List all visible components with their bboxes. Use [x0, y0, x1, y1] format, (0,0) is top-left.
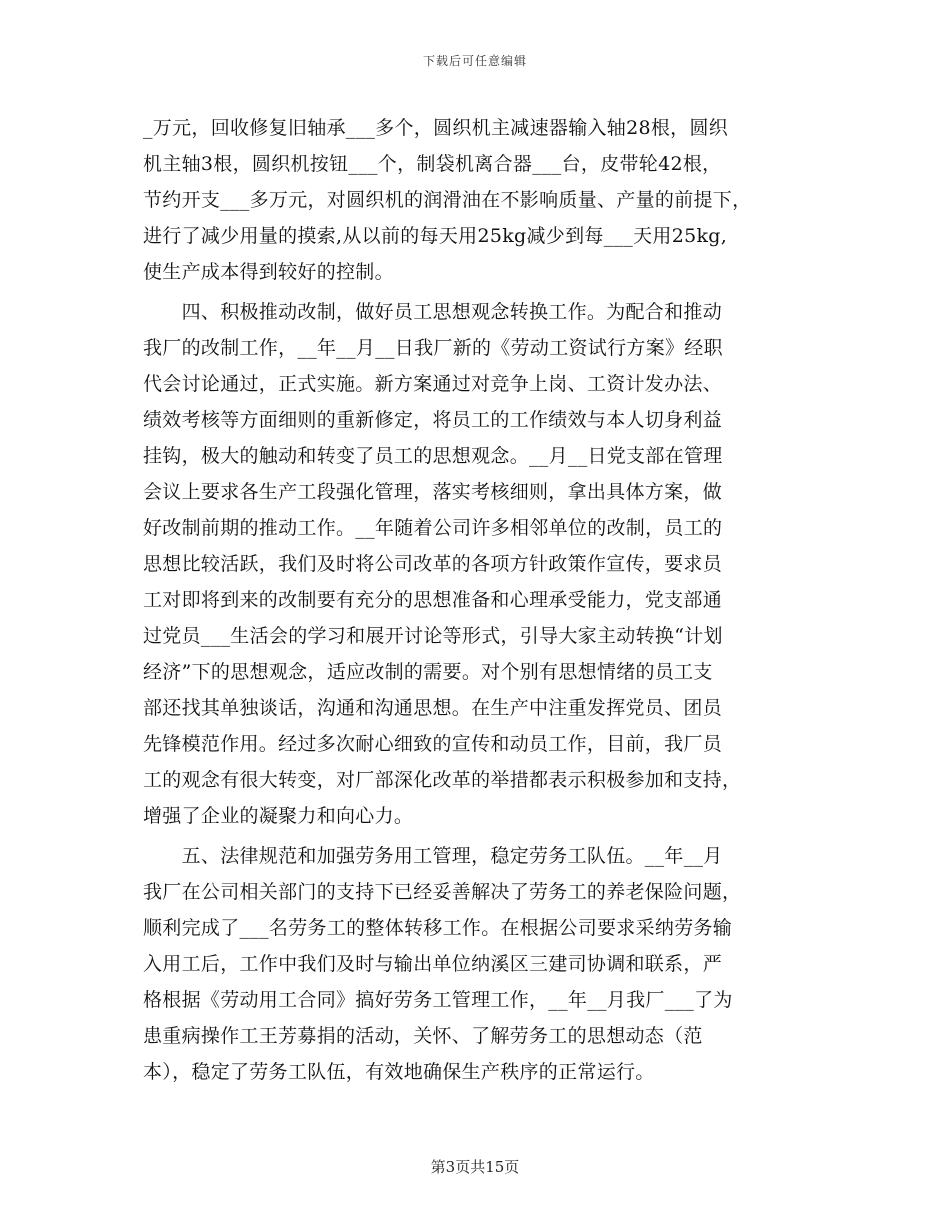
text-line: 挂钩，极大的触动和转变了员工的思想观念。__月__日党支部在管理: [143, 445, 723, 467]
text-line: 入用工后，工作中我们及时与输出单位纳溪区三建司协调和联系，严: [143, 953, 723, 975]
text-line: 使生产成本得到较好的控制。: [143, 261, 394, 283]
text-line: 先锋模范作用。经过多次耐心细致的宣传和动员工作，目前，我厂员: [143, 733, 723, 755]
text-line: 我厂在公司相关部门的支持下已经妥善解决了劳务工的养老保险问题，: [143, 881, 742, 903]
text-line: 会议上要求各生产工段强化管理，落实考核细则，拿出具体方案，做: [143, 481, 723, 503]
page-header-note: 下载后可任意编辑: [422, 54, 527, 68]
text-line: 好改制前期的推动工作。__年随着公司许多相邻单位的改制，员工的: [143, 517, 723, 539]
text-line: 五、法律规范和加强劳务用工管理，稳定劳务工队伍。__年__月: [143, 845, 723, 867]
text-line: 顺利完成了___名劳务工的整体转移工作。在根据公司要求采纳劳务输: [143, 917, 733, 939]
text-line: 经济”下的思想观念，适应改制的需要。对个别有思想情绪的员工支: [143, 661, 713, 683]
text-line: _万元，回收修复旧轴承___多个，圆织机主减速器输入轴28根，圆织: [143, 117, 729, 139]
text-line: 绩效考核等方面细则的重新修定，将员工的工作绩效与本人切身利益: [143, 409, 723, 431]
text-line: 代会讨论通过，正式实施。新方案通过对竞争上岗、工资计发办法、: [143, 373, 723, 395]
text-line: 本），稳定了劳务工队伍，有效地确保生产秩序的正常运行。: [143, 1061, 655, 1083]
text-line: 格根据《劳动用工合同》搞好劳务工管理工作，__年__月我厂___了为: [143, 989, 733, 1011]
text-line: 四、积极推动改制，做好员工思想观念转换工作。为配合和推动: [143, 301, 723, 323]
text-line: 过党员___生活会的学习和展开讨论等形式，引导大家主动转换“计划: [143, 625, 723, 647]
text-line: 进行了减少用量的摸索,从以前的每天用25kg减少到每___天用25kg,: [143, 225, 728, 247]
text-line: 患重病操作工王芳募捐的活动，关怀、了解劳务工的思想动态（范: [143, 1025, 703, 1047]
text-line: 我厂的改制工作，__年__月__日我厂新的《劳动工资试行方案》经职: [143, 337, 723, 359]
text-line: 工对即将到来的改制要有充分的思想准备和心理承受能力，党支部通: [143, 589, 723, 611]
text-line: 机主轴3根，圆织机按钮___个，制袋机离合器___台，皮带轮42根，: [143, 153, 722, 175]
text-line: 思想比较活跃，我们及时将公司改革的各项方针政策作宣传，要求员: [143, 553, 723, 575]
text-line: 部还找其单独谈话，沟通和沟通思想。在生产中注重发挥党员、团员: [143, 697, 723, 719]
page-number: 第3页共15页: [430, 1158, 520, 1176]
text-line: 节约开支___多万元，对圆织机的润滑油在不影响质量、产量的前提下，: [143, 189, 752, 211]
text-line: 增强了企业的凝聚力和向心力。: [143, 805, 414, 827]
text-line: 工的观念有很大转变，对厂部深化改革的举措都表示积极参加和支持，: [143, 769, 742, 791]
